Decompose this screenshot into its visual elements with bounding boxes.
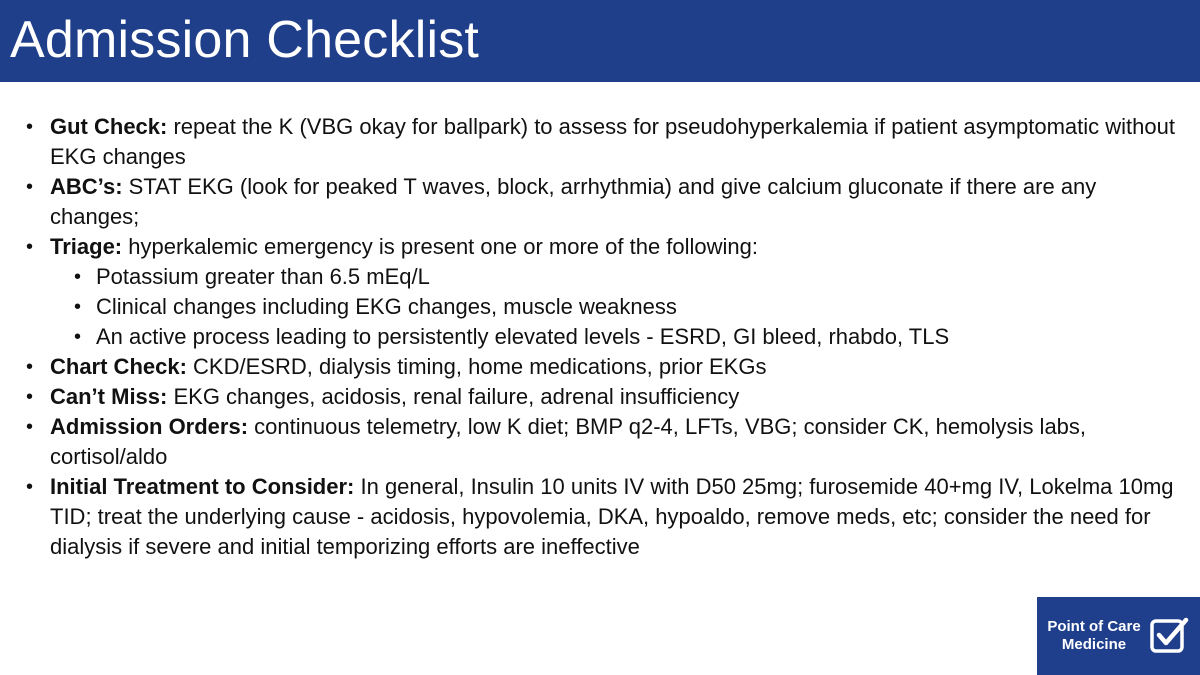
item-text: STAT EKG (look for peaked T waves, block, arrhythmia) and give calcium gluconate if there are any changes; — [50, 174, 1097, 229]
list-item-abcs — [26, 172, 1176, 232]
list-item-gut-check — [26, 112, 1176, 172]
sub-item: • An active process leading to persistently elevated levels - ESRD, GI bleed, rhabdo, TLS — [50, 322, 1176, 352]
page-title: Admission Checklist — [10, 11, 480, 69]
item-text: CKD/ESRD, dialysis timing, home medications, prior EKGs — [186, 354, 767, 379]
point-of-care-medicine-logo — [1037, 597, 1200, 675]
item-label: Can’t Miss: — [50, 384, 168, 409]
item-label: Initial Treatment to Consider: — [50, 474, 355, 499]
checklist-list — [26, 112, 1176, 562]
list-item-initial-treatment — [26, 472, 1176, 562]
triage-sublist — [50, 262, 1176, 352]
list-item-admission-orders — [26, 412, 1176, 472]
item-text: repeat the K (VBG okay for ballpark) to assess for pseudohyperkalemia if patient asymptomatic without EKG changes — [50, 114, 1175, 169]
list-item-chart-check — [26, 352, 1176, 382]
checklist — [26, 112, 1176, 562]
item-text: In general, Insulin 10 units IV with D50 25mg; furosemide 40+mg IV, Lokelma 10mg TID; treat the underlying cause - acidosis, hypovolemia, DKA, hypoaldo, remove meds, etc; consider the need for dialysis if severe and initial temporizing efforts are ineffective — [50, 474, 1174, 559]
logo-line-1: Point of Care — [1047, 618, 1141, 635]
sub-item: • Potassium greater than 6.5 mEq/L — [50, 262, 1176, 292]
logo-text — [1045, 618, 1143, 654]
logo-line-2: Medicine — [1061, 636, 1127, 653]
item-label: Chart Check: — [50, 354, 187, 379]
item-label: ABC’s: — [50, 174, 123, 199]
item-text: hyperkalemic emergency is present one or more of the following: — [122, 234, 759, 259]
item-label: Admission Orders: — [50, 414, 249, 439]
title-bar — [0, 0, 1200, 82]
checkbox-icon — [1149, 616, 1189, 656]
item-text: continuous telemetry, low K diet; BMP q2-4, LFTs, VBG; consider CK, hemolysis labs, cortisol/aldo — [50, 414, 1087, 469]
item-text: EKG changes, acidosis, renal failure, adrenal insufficiency — [167, 384, 740, 409]
item-label: Triage: — [50, 234, 123, 259]
list-item-cant-miss — [26, 382, 1176, 412]
list-item-triage — [26, 232, 1176, 352]
sub-item: • Clinical changes including EKG changes, muscle weakness — [50, 292, 1176, 322]
item-label: Gut Check: — [50, 114, 168, 139]
